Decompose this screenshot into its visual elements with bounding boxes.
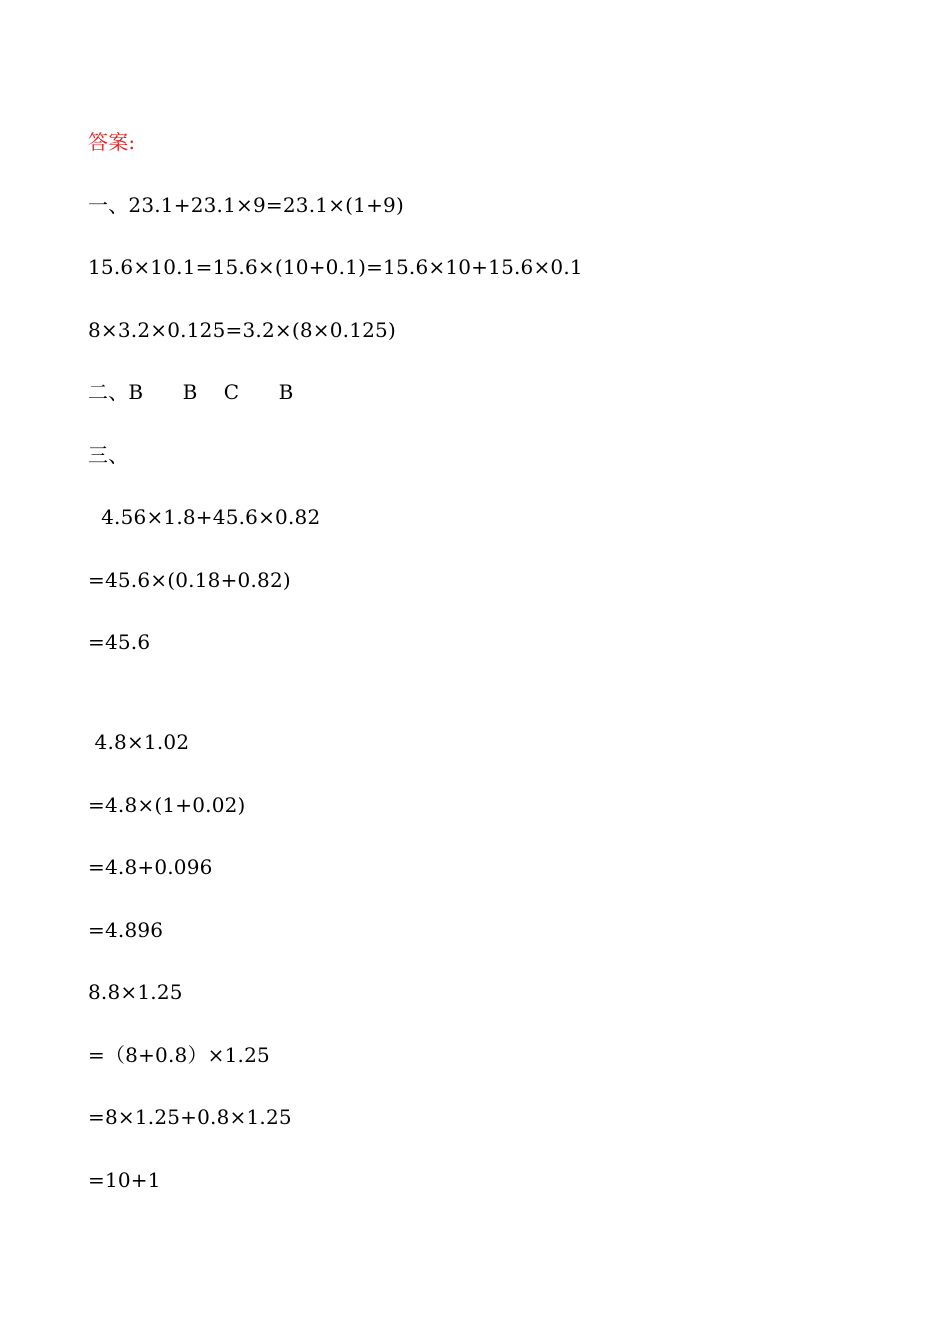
calc1-step-3: =45.6 [88,630,151,654]
calc1-step-1: 4.56×1.8+45.6×0.82 [88,505,321,529]
section1-line-1: 一、23.1+23.1×9=23.1×(1+9) [88,193,404,217]
answer-heading: 答案: [88,130,136,154]
calc3-step-3: =8×1.25+0.8×1.25 [88,1105,292,1129]
calc1-step-2: =45.6×(0.18+0.82) [88,568,291,592]
calc3-step-4: =10+1 [88,1168,161,1192]
calc2-step-4: =4.896 [88,918,164,942]
calc2-step-2: =4.8×(1+0.02) [88,793,246,817]
calc3-step-2: =（8+0.8）×1.25 [88,1043,270,1067]
section1-line-3: 8×3.2×0.125=3.2×(8×0.125) [88,318,396,342]
section2-answers: 二、B B C B [88,380,294,404]
calc2-step-3: =4.8+0.096 [88,855,213,879]
section3-label: 三、 [88,443,129,467]
section1-line-2: 15.6×10.1=15.6×(10+0.1)=15.6×10+15.6×0.1 [88,255,583,279]
calc2-step-1: 4.8×1.02 [88,730,190,754]
calc3-step-1: 8.8×1.25 [88,980,183,1004]
